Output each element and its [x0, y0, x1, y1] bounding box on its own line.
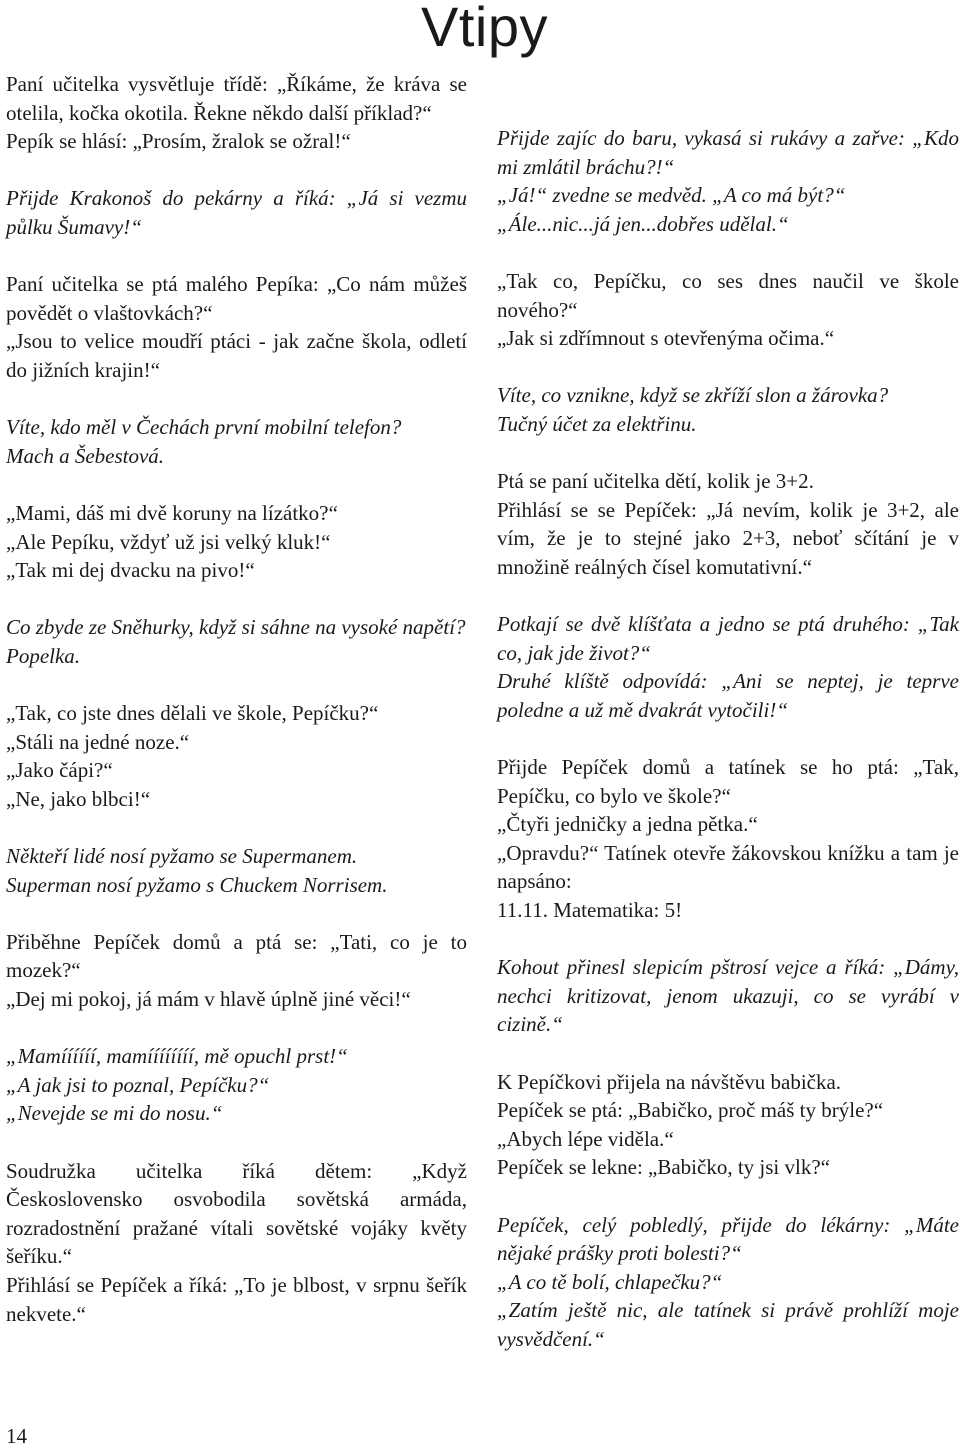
joke-block — [497, 267, 959, 353]
joke-line: „Čtyři jedničky a jedna pětka.“ — [497, 812, 758, 837]
joke-line: Přijde zajíc do baru, vykasá si rukávy a zařve: „Kdo mi zmlátil bráchu?!“ — [497, 126, 959, 179]
joke-block — [6, 70, 467, 156]
joke-block — [6, 413, 467, 470]
left-column — [6, 70, 467, 1357]
joke-line: Potkají se dvě klíšťata a jedno se ptá druhého: „Tak co, jak jde život?“ — [497, 612, 959, 665]
joke-line: „Zatím ještě nic, ale tatínek si právě prohlíží moje vysvědčení.“ — [497, 1298, 959, 1351]
joke-block — [497, 467, 959, 581]
joke-line: „Mamíííííí, mamíííííííí, mě opuchl prst!“ — [6, 1044, 348, 1069]
page-number: 14 — [6, 1424, 27, 1448]
joke-line: Pepík se hlásí: „Prosím, žralok se ožral!“ — [6, 129, 351, 154]
joke-line: „Stáli na jedné noze.“ — [6, 729, 190, 754]
joke-block — [497, 381, 959, 438]
joke-line: Přiběhne Pepíček domů a ptá se: „Tati, co je to mozek?“ — [6, 929, 467, 983]
joke-line: „Opravdu?“ Tatínek otevře žákovskou knížku a tam je napsáno: — [497, 840, 959, 894]
joke-line: „Ale Pepíku, vždyť už jsi velký kluk!“ — [6, 529, 331, 554]
joke-block — [6, 270, 467, 384]
joke-line: „A jak jsi to poznal, Pepíčku?“ — [6, 1072, 270, 1097]
joke-line: „Já!“ zvedne se medvěd. „A co má být?“ — [497, 183, 846, 208]
joke-line: „Jsou to velice moudří ptáci - jak začne škola, odletí do jižních krajin!“ — [6, 329, 467, 382]
joke-line: „Tak, co jste dnes dělali ve škole, Pepíčku?“ — [6, 701, 379, 726]
joke-line: Mach a Šebestová. — [6, 443, 165, 468]
joke-block — [497, 1211, 959, 1354]
joke-line: Přihlásí se se Pepíček: „Já nevím, kolik je 3+2, ale vím, že je to stejné jako 2+3, neboť sčítání je v množině reálných čísel komutativní.“ — [497, 497, 959, 579]
joke-line: „Jak si zdřímnout s otevřenýma očima.“ — [497, 326, 835, 351]
joke-block — [6, 842, 467, 899]
joke-line: Přihlásí se Pepíček a říká: „To je blbost, v srpnu šeřík nekvete.“ — [6, 1272, 467, 1326]
joke-block — [6, 499, 467, 585]
joke-line: „Nevejde se mi do nosu.“ — [6, 1101, 223, 1126]
joke-line: „Jako čápi?“ — [6, 758, 113, 783]
joke-line: Někteří lidé nosí pyžamo se Supermanem. — [6, 844, 358, 869]
joke-line: K Pepíčkovi přijela na návštěvu babička. — [497, 1069, 842, 1094]
joke-line: Co zbyde ze Sněhurky, když si sáhne na vysoké napětí? — [6, 615, 466, 640]
joke-block — [497, 610, 959, 724]
joke-block — [6, 928, 467, 1014]
right-column — [497, 124, 959, 1382]
joke-line: Superman nosí pyžamo s Chuckem Norrisem. — [6, 872, 388, 897]
joke-block — [497, 124, 959, 238]
joke-line: Přijde Pepíček domů a tatínek se ho ptá: „Tak, Pepíčku, co bylo ve škole?“ — [497, 755, 959, 808]
joke-line: Víte, kdo měl v Čechách první mobilní telefon? — [6, 415, 402, 440]
joke-line: Přijde Krakonoš do pekárny a říká: „Já si vezmu půlku Šumavy!“ — [6, 186, 467, 239]
joke-line: 11.11. Matematika: 5! — [497, 898, 683, 923]
joke-line: „Abych lépe viděla.“ — [497, 1126, 674, 1151]
joke-line: Paní učitelka vysvětluje třídě: „Říkáme, že kráva se otelila, kočka okotila. Řekne někdo další příklad?“ — [6, 72, 467, 125]
joke-line: „Mami, dáš mi dvě koruny na lízátko?“ — [6, 500, 338, 525]
joke-line: „Dej mi pokoj, já mám v hlavě úplně jiné věci!“ — [6, 987, 411, 1011]
joke-line: Pepíček, celý pobledlý, přijde do lékárny: „Máte nějaké prášky proti bolesti?“ — [497, 1212, 959, 1266]
joke-line: „A co tě bolí, chlapečku?“ — [497, 1269, 723, 1294]
joke-line: Ptá se paní učitelka dětí, kolik je 3+2. — [497, 469, 814, 494]
joke-line: Pepíček se ptá: „Babičko, proč máš ty brýle?“ — [497, 1098, 884, 1123]
joke-block — [6, 184, 467, 241]
joke-line: Pepíček se lekne: „Babičko, ty jsi vlk?“ — [497, 1155, 830, 1180]
joke-line: Soudružka učitelka říká dětem: „Když Československo osvobodila sovětská armáda, rozradostnění pražané vítali sovětské vojáky květy šeříku.“ — [6, 1158, 467, 1269]
joke-line: „Tak mi dej dvacku na pivo!“ — [6, 558, 255, 583]
joke-block — [6, 1157, 467, 1329]
joke-block — [497, 1068, 959, 1182]
joke-block — [6, 1042, 467, 1128]
joke-line: Kohout přinesl slepicím pštrosí vejce a říká: „Dámy, nechci kritizovat, jenom ukazuji, co se vyrábí v cizině.“ — [497, 955, 959, 1037]
joke-block — [6, 613, 467, 670]
joke-line: Popelka. — [6, 643, 81, 668]
joke-line: Víte, co vznikne, když se zkříží slon a žárovka? — [497, 383, 889, 408]
joke-line: „Tak co, Pepíčku, co ses dnes naučil ve škole nového?“ — [497, 268, 959, 322]
page-title: Vtipy — [421, 0, 548, 58]
joke-block — [497, 753, 959, 925]
joke-line: Druhé klíště odpovídá: „Ani se neptej, je teprve poledne a už mě dvakrát vytočili!“ — [497, 669, 959, 722]
joke-block — [6, 699, 467, 813]
joke-line: „Ne, jako blbci!“ — [6, 786, 151, 811]
joke-block — [497, 953, 959, 1039]
joke-line: „Ále...nic...já jen...dobřes udělal.“ — [497, 211, 789, 236]
joke-line: Tučný účet za elektřinu. — [497, 411, 697, 436]
joke-line: Paní učitelka se ptá malého Pepíka: „Co nám můžeš povědět o vlaštovkách?“ — [6, 272, 467, 325]
